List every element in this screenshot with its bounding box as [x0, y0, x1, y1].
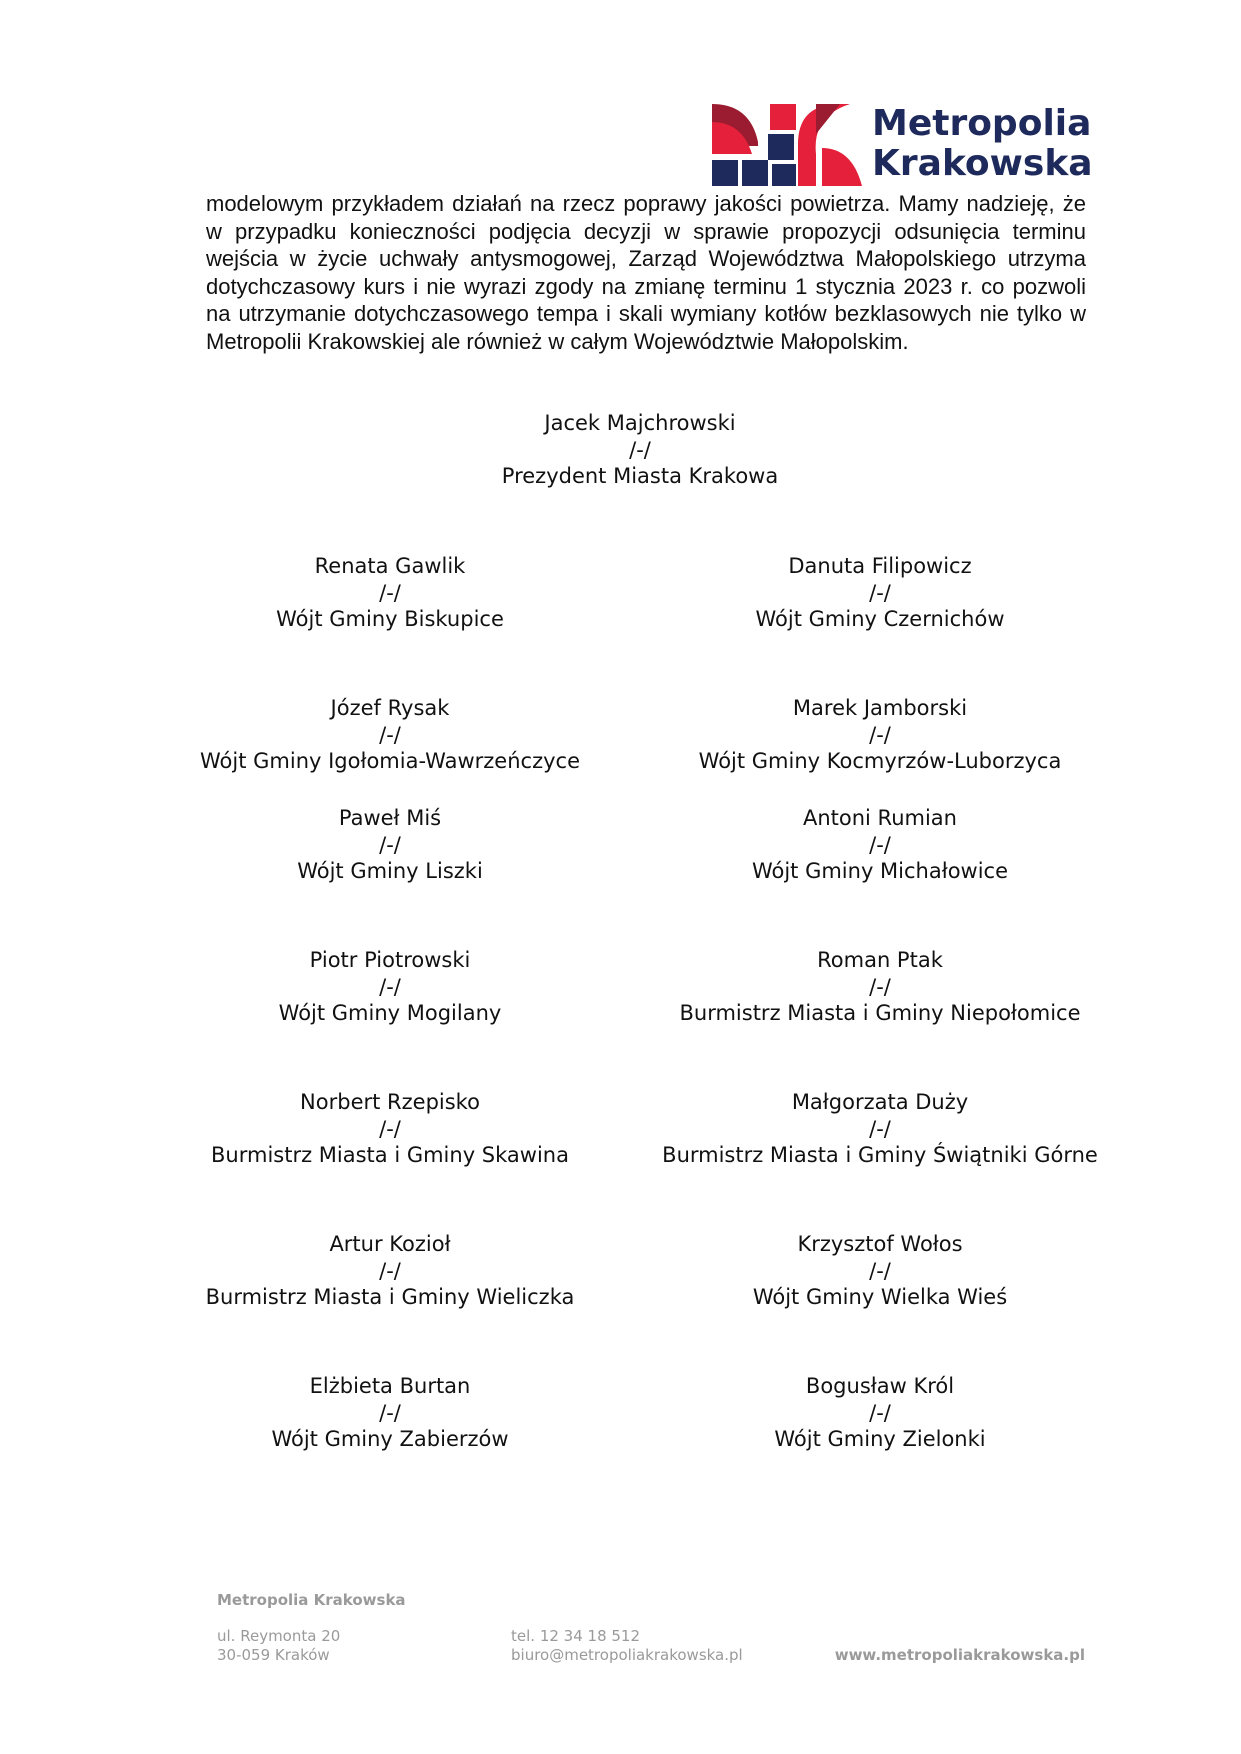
signature-block [620, 553, 1140, 633]
signature-mark: /-/ [379, 974, 401, 999]
signature-block [130, 805, 650, 885]
signature-mark: /-/ [379, 722, 401, 747]
signature-mark: /-/ [869, 974, 891, 999]
signature-block [130, 1089, 650, 1169]
signatory-title: Burmistrz Miasta i Gminy Skawina [211, 1143, 569, 1167]
signatory-title: Wójt Gminy Liszki [297, 859, 483, 883]
footer-address [217, 1627, 340, 1665]
signature-block [620, 947, 1140, 1027]
signature-block [620, 1089, 1140, 1169]
metropolia-krakowska-logo [712, 104, 1092, 188]
signatory-name: Danuta Filipowicz [788, 554, 972, 578]
signature-mark: /-/ [379, 1116, 401, 1141]
signatory-name: Krzysztof Wołos [797, 1232, 963, 1256]
signatory-name: Roman Ptak [817, 948, 943, 972]
logo-wordmark [872, 104, 1093, 184]
signature-block [130, 947, 650, 1027]
signatory-title: Burmistrz Miasta i Gminy Wieliczka [205, 1285, 575, 1309]
footer-org-name: Metropolia Krakowska [217, 1591, 406, 1609]
signature-block [130, 553, 650, 633]
signatory-title: Prezydent Miasta Krakowa [501, 464, 779, 488]
signature-block [620, 805, 1140, 885]
signatory-name: Marek Jamborski [792, 696, 968, 720]
footer-email[interactable]: biuro@metropoliakrakowska.pl [511, 1646, 743, 1664]
logo-line-2: Krakowska [872, 143, 1093, 184]
signatory-name: Elżbieta Burtan [309, 1374, 471, 1398]
letter-paragraph: modelowym przykładem działań na rzecz poprawy jakości powietrza. Mamy nadzieję, że w przypadku konieczności podjęcia decyzji w sprawie propozycji odsunięcia terminu wejścia w życie uchwały antysmogowej, Zarząd Województwa Małopolskiego utrzyma dotychczasowy kurs i nie wyrazi zgody na zmianę terminu 1 stycznia 2023 r. co pozwoli na utrzymanie dotychczasowego tempa i skali wymiany kotłów bezklasowych nie tylko w Metropolii Krakowskiej ale również w całym Województwie Małopolskim. [206, 191, 1086, 354]
signature-mark: /-/ [869, 832, 891, 857]
signatory-name: Piotr Piotrowski [309, 948, 471, 972]
signature-mark: /-/ [629, 437, 651, 462]
signatory-title: Wójt Gminy Igołomia-Wawrzeńczyce [200, 749, 580, 773]
signature-block [620, 695, 1140, 775]
logo-line-1: Metropolia [872, 103, 1092, 144]
signatory-title: Wójt Gminy Czernichów [755, 607, 1005, 631]
footer-contact [511, 1627, 743, 1665]
signatory-name: Bogusław Król [805, 1374, 955, 1398]
signatory-name: Jacek Majchrowski [544, 411, 736, 435]
signature-mark: /-/ [379, 832, 401, 857]
signatory-title: Wójt Gminy Mogilany [278, 1001, 502, 1025]
signature-mark: /-/ [869, 580, 891, 605]
signature-mark: /-/ [869, 1116, 891, 1141]
signature-block [380, 410, 900, 490]
signatory-title: Wójt Gminy Wielka Wieś [752, 1285, 1008, 1309]
footer-address-city: 30-059 Kraków [217, 1646, 330, 1664]
signatory-name: Renata Gawlik [314, 554, 466, 578]
signature-block [620, 1231, 1140, 1311]
signatory-title: Wójt Gminy Zielonki [774, 1427, 986, 1451]
footer-website[interactable]: www.metropoliakrakowska.pl [834, 1646, 1085, 1664]
signatory-title: Wójt Gminy Zabierzów [271, 1427, 509, 1451]
signatory-title: Burmistrz Miasta i Gminy Świątniki Górne [662, 1143, 1098, 1167]
signature-mark: /-/ [869, 1400, 891, 1425]
signatory-title: Wójt Gminy Michałowice [751, 859, 1009, 883]
signature-mark: /-/ [379, 580, 401, 605]
footer-address-street: ul. Reymonta 20 [217, 1627, 341, 1645]
signature-block [130, 695, 650, 775]
signatory-name: Małgorzata Duży [791, 1090, 969, 1114]
signatory-title: Wójt Gminy Biskupice [276, 607, 504, 631]
signature-block [130, 1373, 650, 1453]
signature-mark: /-/ [379, 1400, 401, 1425]
signatory-name: Paweł Miś [338, 806, 442, 830]
signature-mark: /-/ [869, 1258, 891, 1283]
signatory-name: Artur Kozioł [329, 1232, 451, 1256]
signatory-name: Norbert Rzepisko [300, 1090, 480, 1114]
signatory-name: Józef Rysak [330, 696, 450, 720]
signatory-name: Antoni Rumian [802, 806, 957, 830]
footer-phone: tel. 12 34 18 512 [511, 1627, 641, 1645]
signatory-title: Burmistrz Miasta i Gminy Niepołomice [679, 1001, 1081, 1025]
signature-block [130, 1231, 650, 1311]
signature-block [620, 1373, 1140, 1453]
signature-mark: /-/ [869, 722, 891, 747]
logo-mark-icon [712, 104, 872, 188]
signature-mark: /-/ [379, 1258, 401, 1283]
signatory-title: Wójt Gminy Kocmyrzów-Luborzyca [698, 749, 1062, 773]
